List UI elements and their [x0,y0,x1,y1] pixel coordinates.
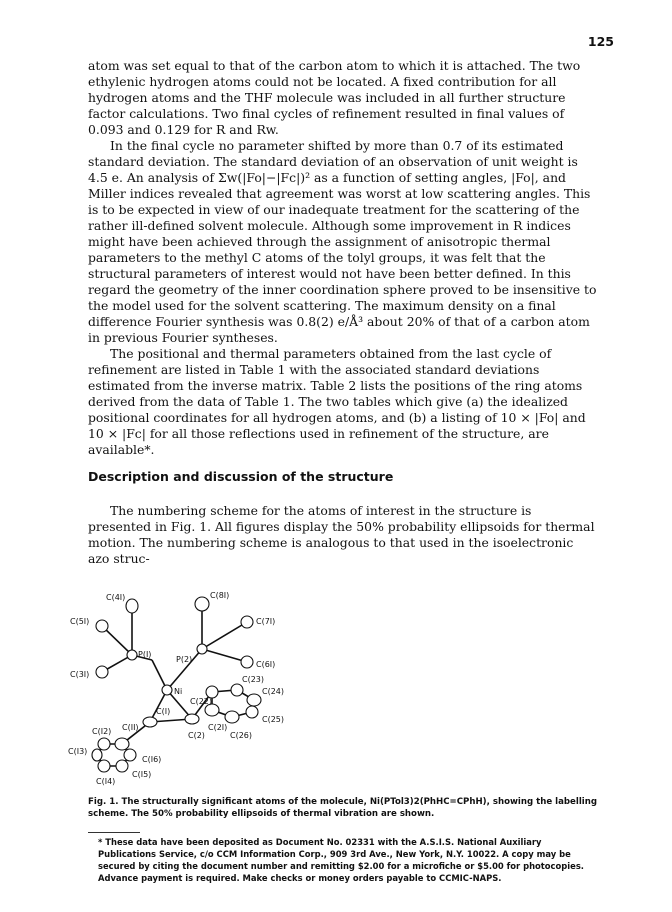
svg-text:C(5I): C(5I) [70,617,90,626]
svg-text:C(I5): C(I5) [132,770,152,779]
svg-text:C(I6): C(I6) [142,755,162,764]
svg-text:C(25): C(25) [262,715,285,724]
svg-text:C(7I): C(7I) [256,617,276,626]
body-text-section [88,503,598,567]
svg-text:C(I4): C(I4) [96,777,116,786]
paragraph-section: The numbering scheme for the atoms of interest in the structure is presented in Fig. 1. All figures display the 50% probability ellipsoids for thermal motion. The numbering scheme is analogous to that used in the isoelectronic azo struc- [88,503,595,566]
footnote: * These data have been deposited as Document No. 02331 with the A.S.I.S. National Auxiliary Publications Service, c/o CCM Information Corp., 909 3rd Ave., New York, N.Y. 10022. A copy may be secured by citing the document number and remitting $2.00 for a microfiche or $5.00 for photocopies. Advance payment is required. Make checks or money orders payable to CCMIC-NAPS. [98,837,584,883]
svg-text:C(II): C(II) [122,723,139,732]
svg-text:C(4I): C(4I) [106,593,126,602]
svg-text:C(I2): C(I2) [92,727,112,736]
paragraph-1: atom was set equal to that of the carbon atom to which it is attached. The two ethylenic hydrogen atoms could not be located. A fixed contribution for all hydrogen atoms and the THF molecule was included in all further structure factor calculations. Two final cycles of refinement resulted in final values of 0.093 and 0.129 for R and Rw. [88,58,581,137]
svg-text:C(I): C(I) [156,707,171,716]
svg-text:C(24): C(24) [262,687,285,696]
svg-text:C(8I): C(8I) [210,591,230,600]
svg-text:C(I3): C(I3) [68,747,88,756]
svg-text:Ni: Ni [174,687,183,696]
svg-text:C(6I): C(6I) [256,660,276,669]
svg-text:P(I): P(I) [138,650,152,659]
ortep-figure [68,582,462,792]
svg-text:C(2I): C(2I) [208,723,228,732]
body-text-top [88,58,598,458]
svg-text:P(2): P(2) [176,655,193,664]
svg-text:C(23): C(23) [242,675,265,684]
atom-ellipsoids [92,597,261,772]
svg-text:C(3I): C(3I) [70,670,90,679]
page-number: 125 [587,34,614,49]
figure-caption: Fig. 1. The structurally significant atoms of the molecule, Ni(PTol3)2(PhHC=CPhH), showing the labelling scheme. The 50% probability ellipsoids of thermal vibration are shown. [88,797,597,819]
section-heading: Description and discussion of the structure [88,469,394,484]
svg-text:C(26): C(26) [230,731,253,740]
paragraph-3: The positional and thermal parameters obtained from the last cycle of refinement are listed in Table 1 with the associated standard deviations estimated from the inverse matrix. Table 2 lists the positions of the ring atoms derived from the data of Table 1. The two tables which give (a) the idealized positional coordinates for all hydrogen atoms, and (b) a listing of 10 × |Fo| and 10 × |Fc| for all those reflections used in refinement of the structure, are available*. [88,346,586,457]
paragraph-2: In the final cycle no parameter shifted by more than 0.7 of its estimated standard deviation. The standard deviation of an observation of unit weight is 4.5 e. An analysis of Σw(|Fo|−|Fc|)² as a function of setting angles, |Fo|, and Miller indices revealed that agreement was worst at low scattering angles. This is to be expected in view of our inadequate treatment for the scattering of the rather ill-defined solvent molecule. Although some improvement in R indices might have been achieved through the assignment of anisotropic thermal parameters to the methyl C atoms of the tolyl groups, it was felt that the structural parameters of interest would not have been better defined. In this regard the geometry of the inner coordination sphere proved to be insensitive to the model used for the solvent scattering. The maximum density on a final difference Fourier synthesis was 0.8(2) e/Å³ about 20% of that of a carbon atom in previous Fourier syntheses. [88,138,597,345]
svg-text:C(22): C(22) [190,697,213,706]
footnote-rule [88,832,140,833]
svg-text:C(2): C(2) [188,731,205,740]
